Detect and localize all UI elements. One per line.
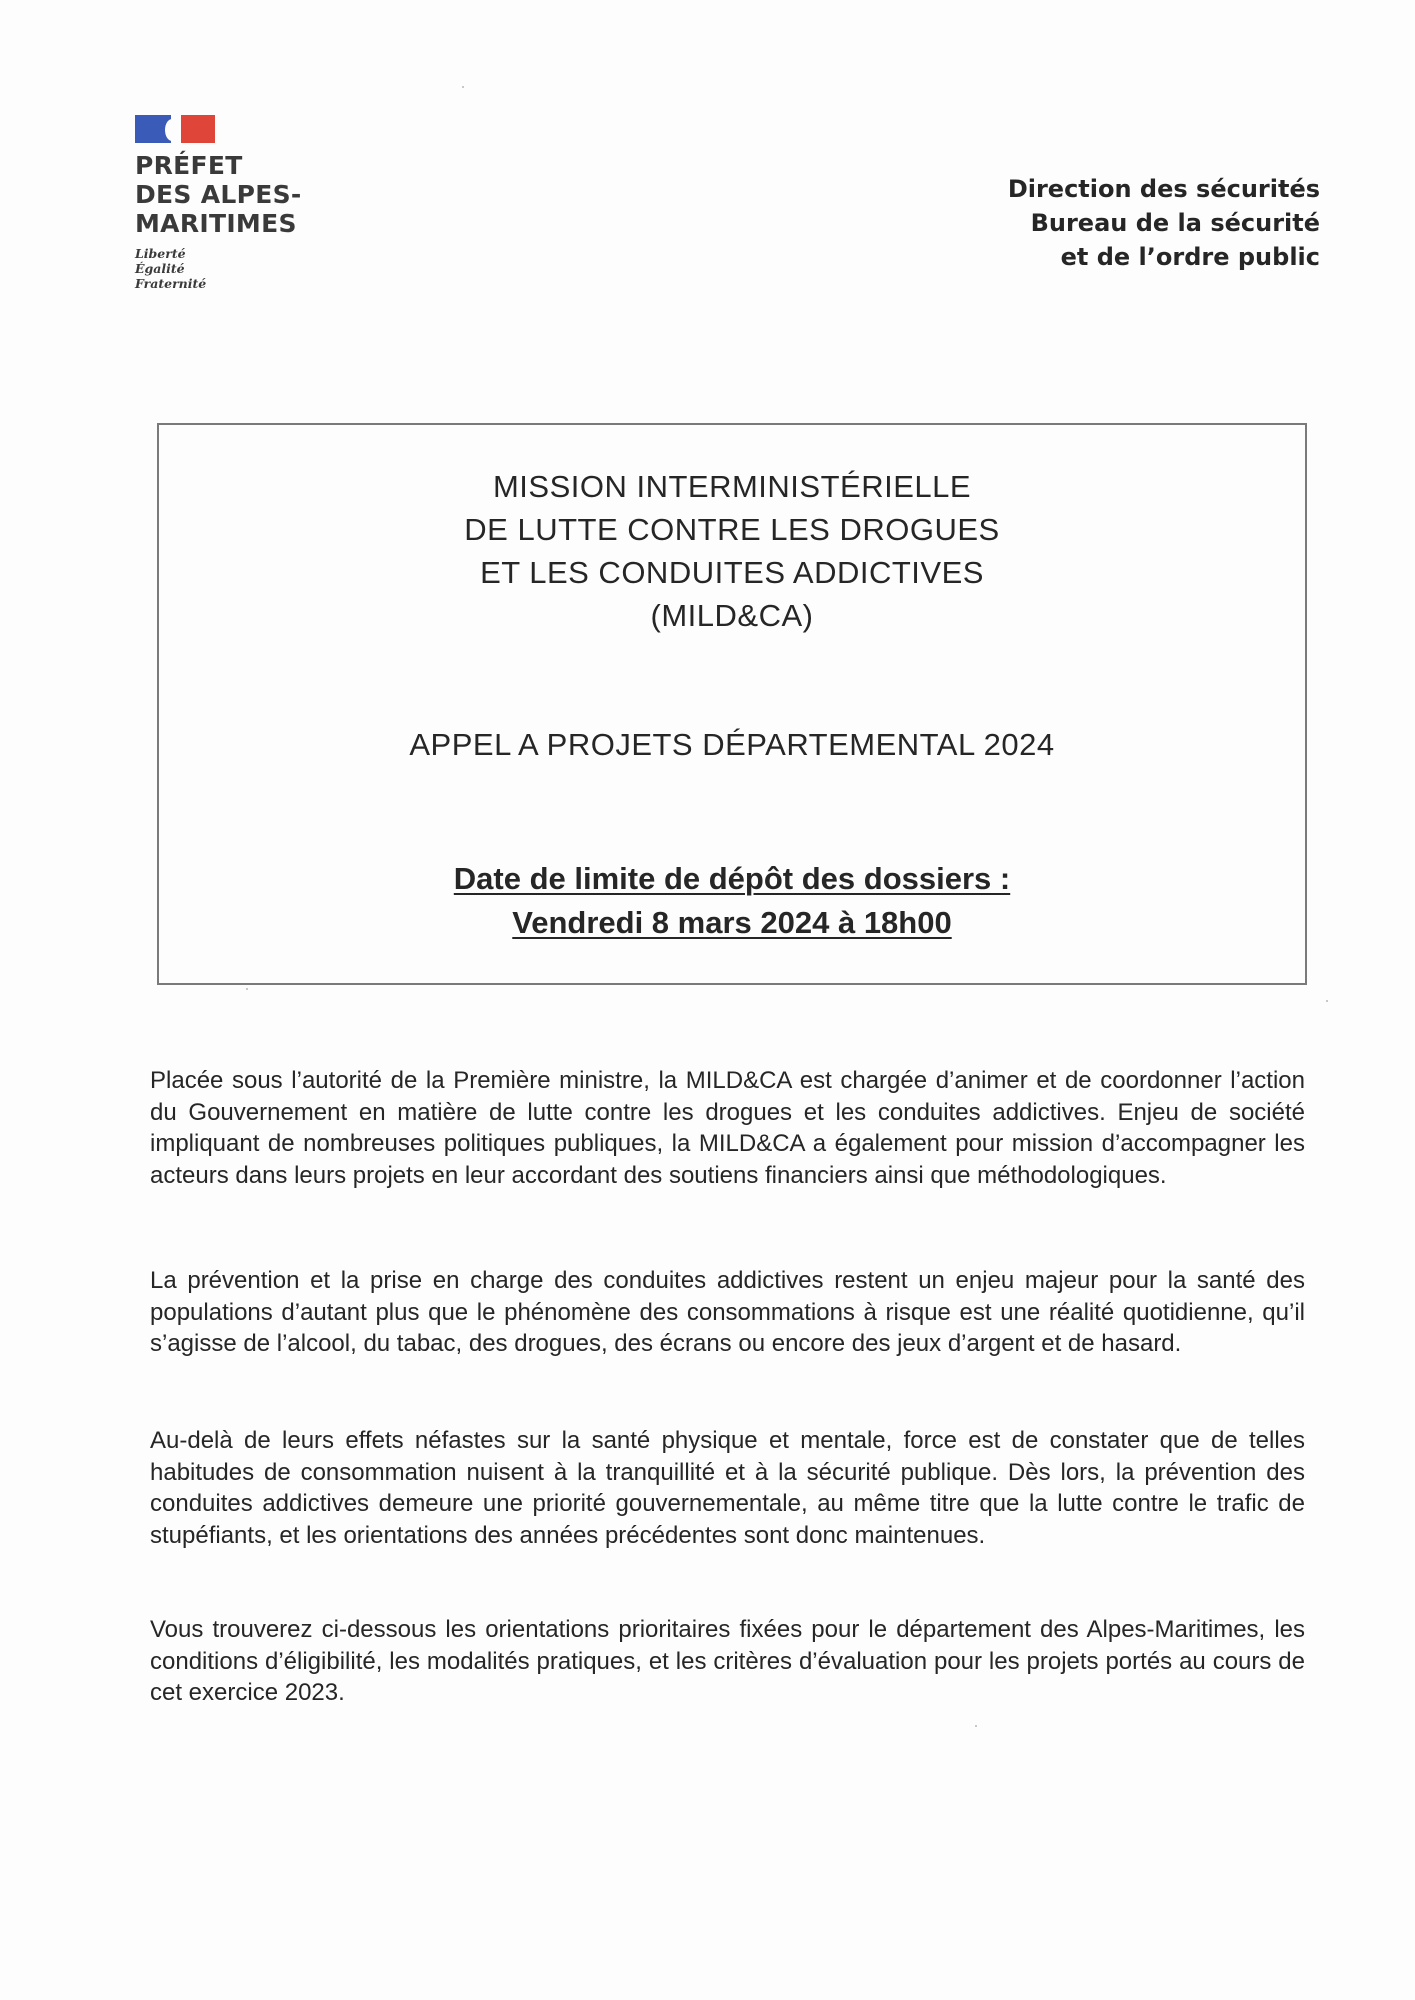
marianne-flag-icon	[135, 115, 215, 143]
department-line: Direction des sécurités	[1007, 175, 1320, 203]
scan-speck	[462, 86, 464, 88]
body-paragraph: Placée sous l’autorité de la Première ministre, la MILD&CA est chargée d’animer et de coordonner l’action du Gouvernement en matière de lutte contre les drogues et les conduites addictives. Enjeu de société impliquant de nombreuses politiques publiques, la MILD&CA a également pour mission d’accompagner les acteurs dans leurs projets en leur accordant des soutiens financiers ainsi que méthodologiques.	[150, 1067, 1305, 1189]
marianne-profile	[165, 119, 179, 141]
prefecture-name	[135, 151, 355, 238]
mission-title-line: ET LES CONDUITES ADDICTIVES	[480, 555, 984, 590]
deadline-label: Date de limite de dépôt des dossiers :	[453, 861, 1011, 896]
scan-speck	[975, 1725, 977, 1727]
motto-line: Fraternité	[135, 276, 207, 291]
department-header	[1008, 172, 1320, 274]
mission-title	[159, 465, 1305, 637]
title-box	[157, 423, 1307, 985]
logo-title-line: PRÉFET	[135, 151, 243, 180]
scan-speck	[246, 988, 248, 990]
republic-motto	[135, 246, 355, 291]
body-paragraph: La prévention et la prise en charge des conduites addictives restent un enjeu majeur pour la santé des populations d’autant plus que le phénomène des consommations à risque est une réalité quotidienne, qu’il s’agisse de l’alcool, du tabac, des drogues, des écrans ou encore des jeux d’argent et de hasard.	[150, 1267, 1305, 1357]
body-paragraph: Au-delà de leurs effets néfastes sur la santé physique et mentale, force est de constater que de telles habitudes de consommation nuisent à la tranquillité et à la sécurité publique. Dès lors, la prévention des conduites addictives demeure une priorité gouvernementale, au même titre que la lutte contre le trafic de stupéfiants, et les orientations des années précédentes sont donc maintenues.	[150, 1427, 1305, 1549]
department-line: Bureau de la sécurité	[1030, 209, 1320, 237]
department-line: et de l’ordre public	[1060, 243, 1320, 271]
mission-title-line: MISSION INTERMINISTÉRIELLE	[492, 469, 972, 504]
deadline-value: Vendredi 8 mars 2024 à 18h00	[512, 905, 952, 940]
prefecture-logo	[135, 115, 355, 291]
motto-line: Liberté	[135, 246, 186, 261]
deadline	[159, 857, 1305, 945]
scan-speck	[1326, 1000, 1328, 1002]
body-paragraph: Vous trouverez ci-dessous les orientations prioritaires fixées pour le département des Alpes-Maritimes, les conditions d’éligibilité, les modalités pratiques, et les critères d’évaluation pour les projets portés au cours de cet exercice 2023.	[150, 1616, 1305, 1706]
motto-line: Égalité	[135, 261, 185, 276]
mission-title-line: (MILD&CA)	[650, 598, 814, 633]
call-for-projects-title: APPEL A PROJETS DÉPARTEMENTAL 2024	[409, 727, 1055, 762]
mission-title-line: DE LUTTE CONTRE LES DROGUES	[464, 512, 1000, 547]
logo-title-line: DES ALPES-	[135, 180, 302, 209]
flag-red-band	[181, 115, 215, 143]
logo-title-line: MARITIMES	[135, 209, 297, 238]
